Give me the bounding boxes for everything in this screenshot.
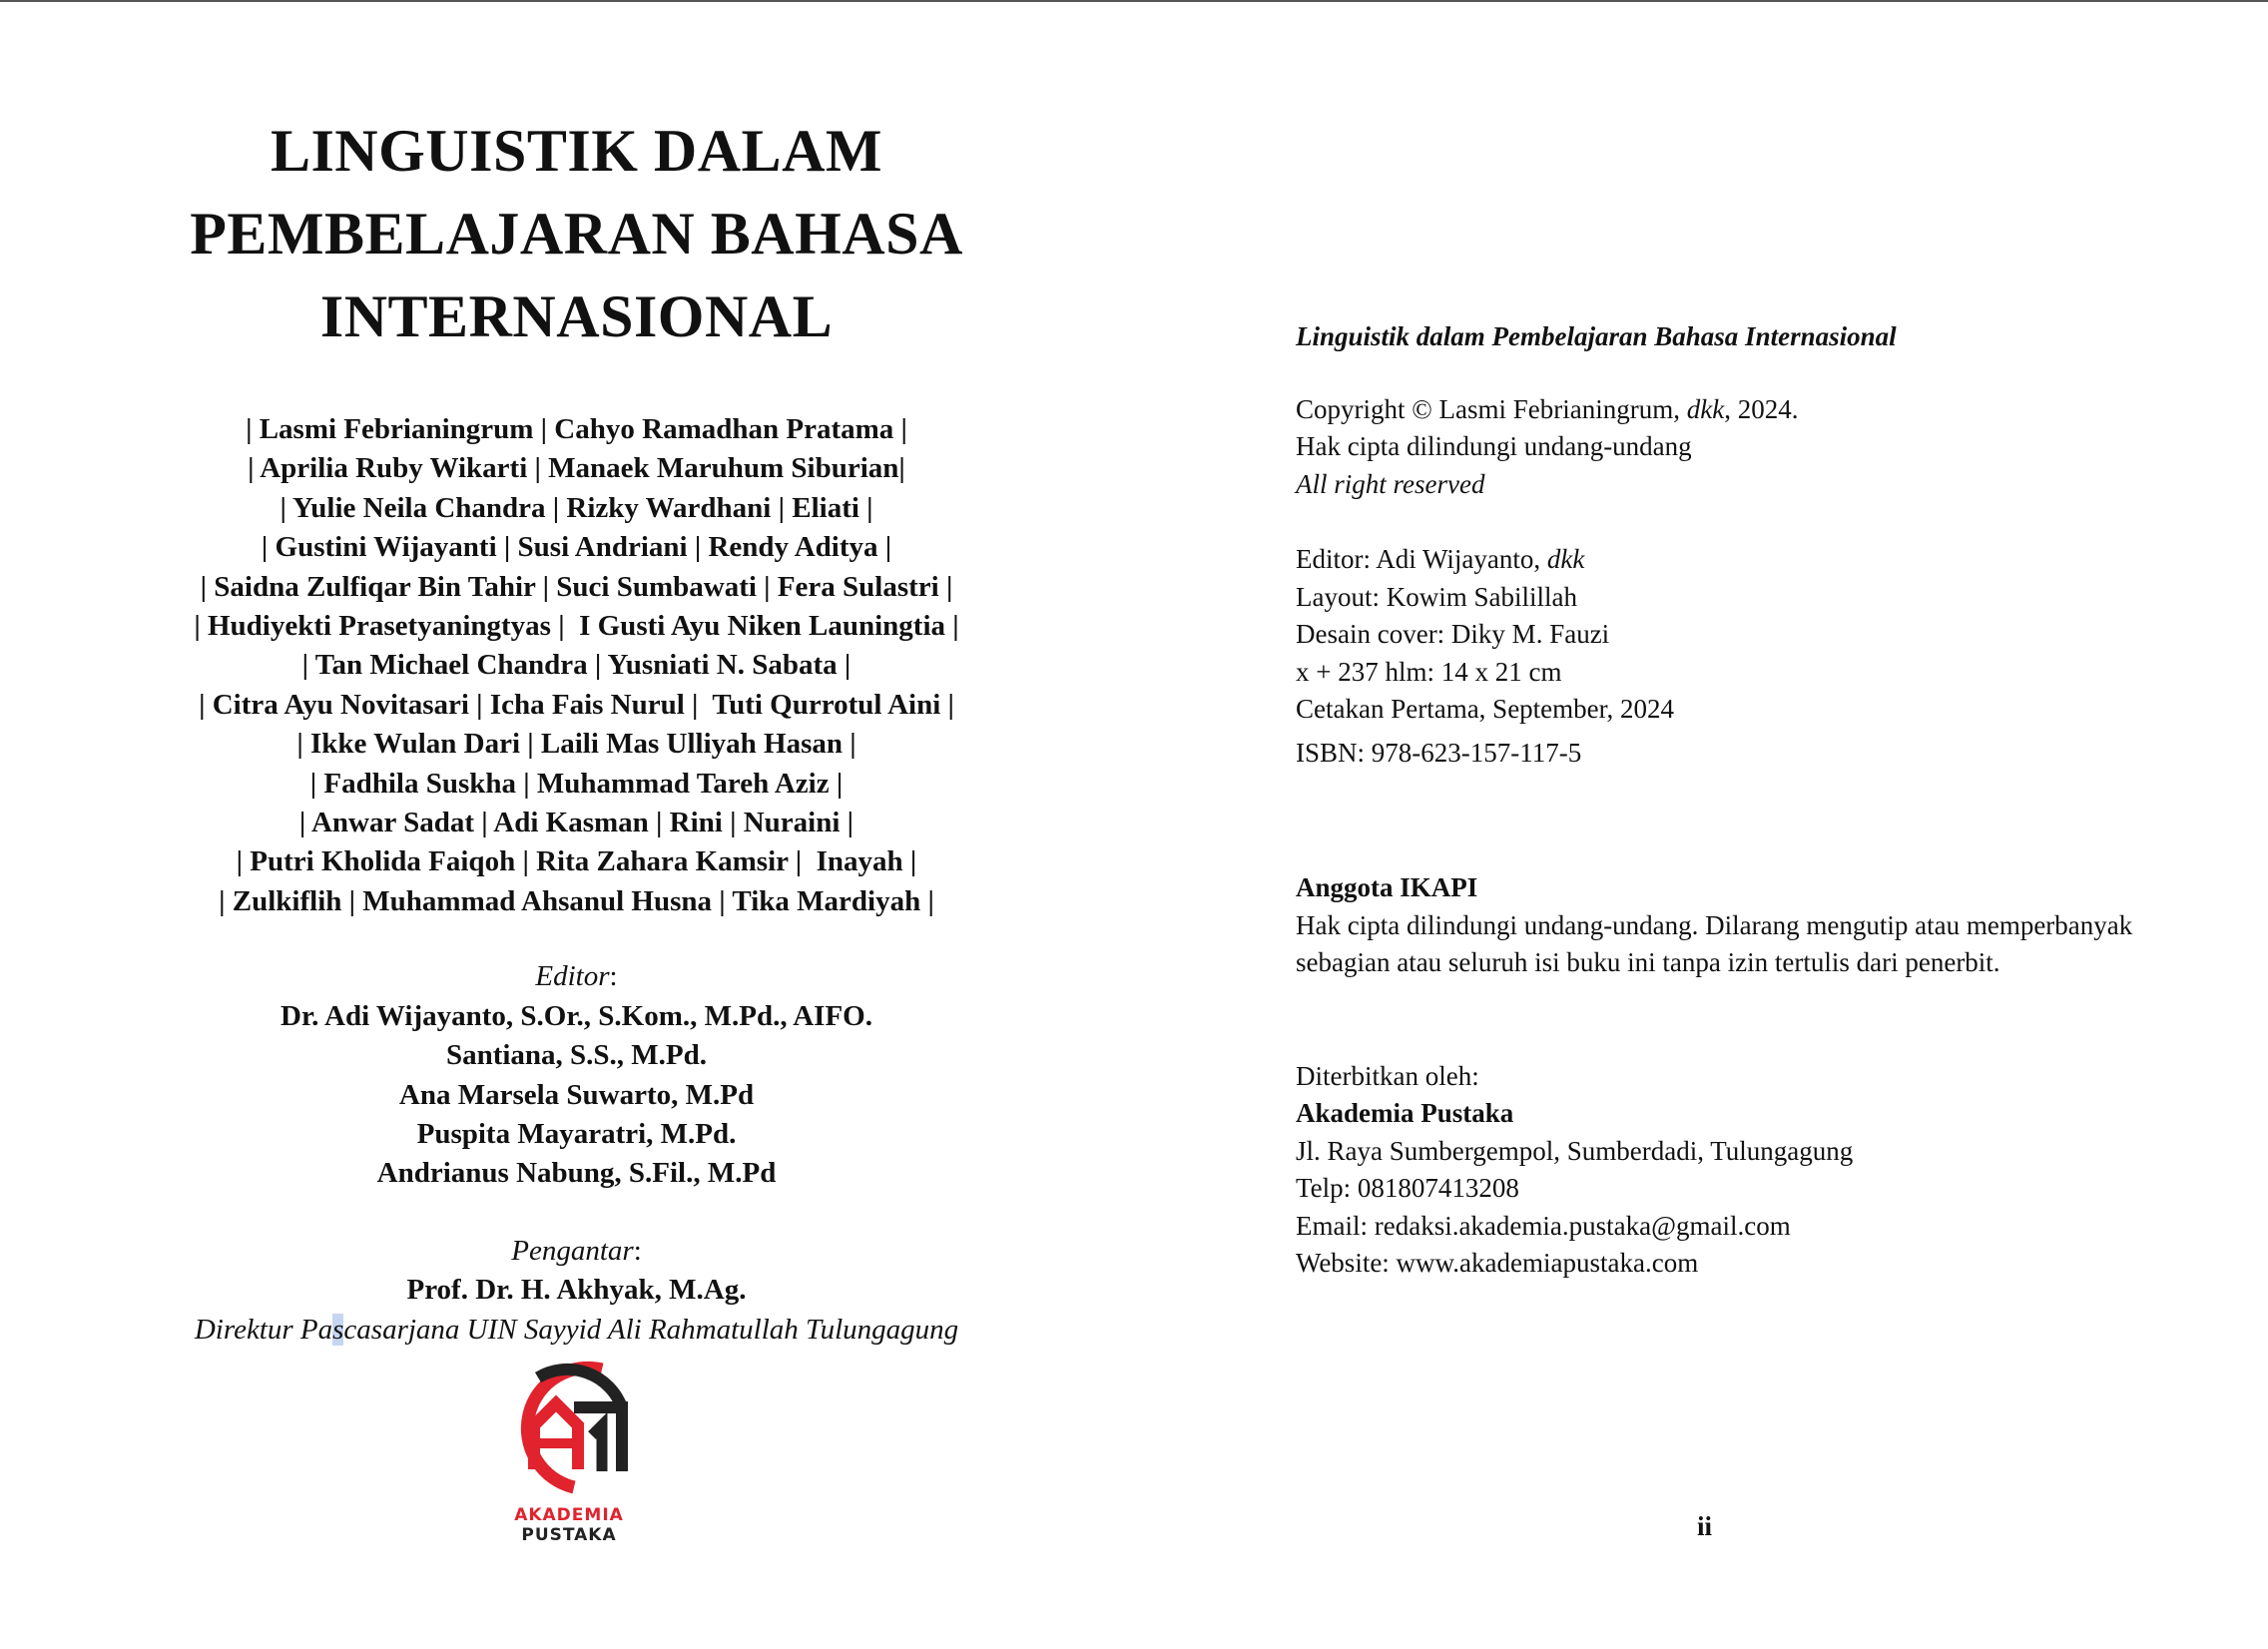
page-count: x + 237 hlm: 14 x 21 cm xyxy=(1296,656,1562,687)
page-number: ii xyxy=(1697,1511,1713,1541)
editor-label: Editor xyxy=(535,960,610,993)
affiliation-text: casarjana UIN Sayyid Ali Rahmatullah Tulungagung xyxy=(343,1313,959,1346)
all-rights-line: All right reserved xyxy=(1296,468,1485,499)
editor-name: Puspita Mayaratri, M.Pd. xyxy=(416,1117,737,1150)
edition-line: Cetakan Pertama, September, 2024 xyxy=(1296,694,1675,724)
logo-line-1: AKADEMIA xyxy=(514,1505,624,1525)
publisher-address: Jl. Raya Sumbergempol, Sumberdadi, Tulungagung xyxy=(1296,1135,1854,1166)
copyright-page xyxy=(1296,318,2154,1283)
author-line: | Fadhila Suskha | Muhammad Tareh Aziz | xyxy=(309,767,844,800)
author-line: | Saidna Zulfiqar Bin Tahir | Suci Sumbawati | Fera Sulastri | xyxy=(200,570,953,603)
copyright-notice: Hak cipta dilindungi undang-undang. Dilarang mengutip atau memperbanyak sebagian atau seluruh isi buku ini tanpa izin tertulis dari penerbit. xyxy=(1296,909,2133,977)
title-line: LINGUISTIK DALAM xyxy=(270,118,883,184)
editor-colon: : xyxy=(609,960,618,993)
editor-name: Santiana, S.S., M.Pd. xyxy=(445,1039,708,1072)
author-line: | Gustini Wijayanti | Susi Andriani | Rendy Aditya | xyxy=(261,531,892,564)
copyright-year: , 2024. xyxy=(1724,393,1799,424)
title-line: INTERNASIONAL xyxy=(319,283,834,349)
layout-credit: Layout: Kowim Sabilillah xyxy=(1296,581,1577,612)
foreword-block xyxy=(120,1232,1033,1350)
copyright-dkk: dkk xyxy=(1686,393,1725,424)
editor-block xyxy=(120,957,1033,1193)
author-line: | Ikke Wulan Dari | Laili Mas Ulliyah Hasan | xyxy=(296,728,856,761)
publisher-phone: Telp: 081807413208 xyxy=(1296,1173,1519,1203)
author-line: | Hudiyekti Prasetyaningtyas | I Gusti Ayu Niken Launingtia | xyxy=(194,610,959,643)
publisher-name: Akademia Pustaka xyxy=(1296,1098,1514,1128)
book-name: Linguistik dalam Pembelajaran Bahasa Internasional xyxy=(1296,321,1897,351)
credits-block xyxy=(1296,541,2154,772)
isbn-line: ISBN: 978-623-157-117-5 xyxy=(1296,737,1582,768)
top-border xyxy=(0,0,2268,2)
author-line: | Citra Ayu Novitasari | Icha Fais Nurul | Tuti Qurrotul Aini | xyxy=(199,688,954,721)
copyright-text: Copyright © Lasmi Febrianingrum, xyxy=(1296,393,1687,424)
logo-line-2: PUSTAKA xyxy=(521,1525,617,1545)
author-line: | Zulkiflih | Muhammad Ahsanul Husna | Tika Mardiyah | xyxy=(219,884,934,917)
author-list xyxy=(120,410,1033,921)
author-line: | Putri Kholida Faiqoh | Rita Zahara Kamsir | Inayah | xyxy=(236,845,917,878)
author-line: | Aprilia Ruby Wikarti | Manaek Maruhum Siburian| xyxy=(248,452,905,485)
foreword-affiliation[interactable] xyxy=(120,1311,1033,1350)
author-line: | Anwar Sadat | Adi Kasman | Rini | Nuraini | xyxy=(298,807,854,839)
foreword-heading xyxy=(120,1232,1033,1271)
published-by-label: Diterbitkan oleh: xyxy=(1296,1060,1479,1091)
editor-credit xyxy=(1296,541,2154,579)
editor-heading xyxy=(120,957,1033,996)
copyright-block xyxy=(1296,391,2154,504)
foreword-author: Prof. Dr. H. Akhyak, M.Ag. xyxy=(406,1274,747,1307)
affiliation-text: Direktur Pa xyxy=(194,1313,333,1346)
publisher-website: Website: www.akademiapustaka.com xyxy=(1296,1248,1699,1278)
ikapi-heading: Anggota IKAPI xyxy=(1296,872,1478,902)
cover-credit: Desain cover: Diky M. Fauzi xyxy=(1296,619,1610,649)
editor-credit-dkk: dkk xyxy=(1546,544,1585,574)
title-line: PEMBELAJARAN BAHASA xyxy=(190,201,963,267)
publisher-block xyxy=(1296,1058,2154,1283)
rights-line: Hak cipta dilindungi undang-undang xyxy=(1296,431,1692,461)
publisher-logo-icon xyxy=(504,1348,634,1505)
akademia-pustaka-logo xyxy=(449,1348,689,1572)
copyright-line xyxy=(1296,391,2154,429)
foreword-colon: : xyxy=(633,1234,642,1267)
text-selection-highlight[interactable]: s xyxy=(332,1313,344,1346)
editor-credit-text: Editor: Adi Wijayanto, xyxy=(1296,544,1547,574)
logo-letter-p-inner xyxy=(592,1425,602,1471)
editor-name: Ana Marsela Suwarto, M.Pd xyxy=(398,1078,755,1111)
publisher-email: Email: redaksi.akademia.pustaka@gmail.com xyxy=(1296,1210,1791,1241)
author-line: | Yulie Neila Chandra | Rizky Wardhani | Eliati | xyxy=(280,491,873,524)
foreword-label: Pengantar xyxy=(511,1234,634,1267)
author-line: | Lasmi Febrianingrum | Cahyo Ramadhan Pratama | xyxy=(246,413,907,445)
ikapi-block xyxy=(1296,869,2154,982)
author-line: | Tan Michael Chandra | Yusniati N. Sabata | xyxy=(301,649,851,682)
editor-name: Andrianus Nabung, S.Fil., M.Pd xyxy=(376,1157,777,1190)
logo-wordmark xyxy=(449,1505,689,1545)
title-page xyxy=(120,110,1033,1350)
book-title xyxy=(120,110,1033,358)
editor-name: Dr. Adi Wijayanto, S.Or., S.Kom., M.Pd., AIFO. xyxy=(281,999,872,1032)
